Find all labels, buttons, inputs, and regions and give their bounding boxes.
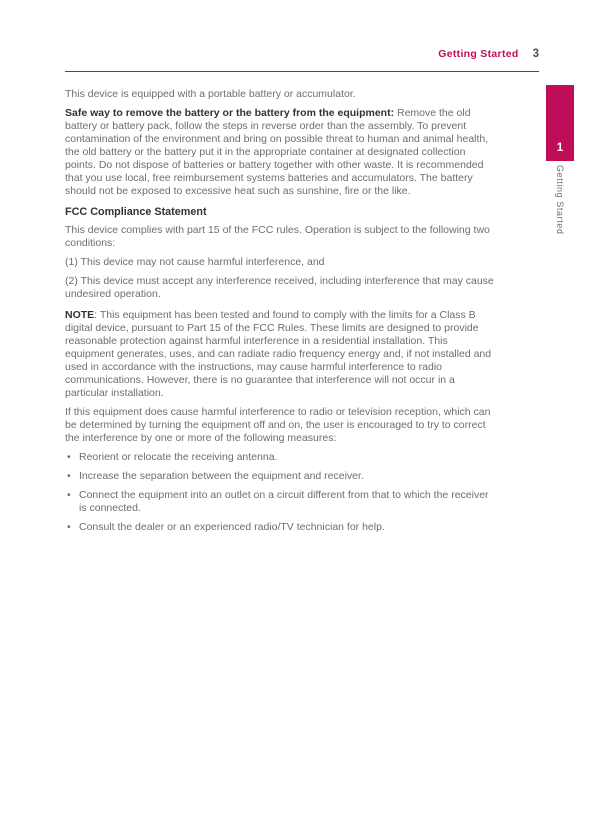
bullet-icon: •	[67, 470, 71, 482]
paragraph-fcc-conditions	[65, 224, 497, 250]
section-heading-fcc: FCC Compliance Statement	[65, 206, 207, 218]
list-item-text: Increase the separation between the equipment and receiver.	[79, 470, 364, 482]
list-item-text: Reorient or relocate the receiving antenna.	[79, 451, 278, 463]
header-section-label: Getting Started	[438, 48, 519, 60]
list-item	[65, 470, 497, 483]
page-number: 3	[532, 48, 539, 60]
page-header	[65, 44, 539, 72]
chapter-tab	[546, 85, 574, 161]
note-label: NOTE	[65, 309, 95, 321]
paragraph-text: If this equipment does cause harmful interference to radio or television reception, which can be determined by turning the equipment off and on, the user is encouraged to try to correct the interference by one or more of the following measures:	[65, 406, 491, 444]
chapter-number: 1	[556, 142, 564, 154]
paragraph-text: (1) This device may not cause harmful interference, and	[65, 256, 325, 268]
paragraph-lead-bold: Safe way to remove the battery or the battery from the equipment:	[65, 107, 397, 119]
paragraph-text: This device is equipped with a portable battery or accumulator.	[65, 88, 356, 100]
list-item	[65, 489, 497, 515]
list-item	[65, 521, 497, 534]
list-item	[65, 451, 497, 464]
paragraph-condition-2	[65, 275, 497, 301]
paragraph-condition-1	[65, 256, 497, 269]
bullet-icon: •	[67, 521, 71, 533]
paragraph-text: (2) This device must accept any interference received, including interference that may cause undesired operation.	[65, 275, 494, 300]
list-item-text: Connect the equipment into an outlet on a circuit different from that to which the receiver is connected.	[79, 489, 489, 514]
list-item-text: Consult the dealer or an experienced radio/TV technician for help.	[79, 521, 385, 533]
paragraph-battery-intro	[65, 88, 497, 101]
chapter-label-wrap	[546, 165, 574, 235]
bullet-icon: •	[67, 489, 71, 501]
paragraph-note	[65, 309, 497, 400]
bullet-icon: •	[67, 451, 71, 463]
chapter-tab-label: Getting Started	[555, 165, 565, 235]
paragraph-text: Remove the old battery or battery pack, follow the steps in reverse order than the assembly. To prevent contamination of the environment and bring on possible threat to human and animal health, the old battery or the battery put it in the appropriate container at designated collection points. Do not dispose of batteries or battery together with other waste. It is recommended that you use local, free reimbursement systems batteries and accumulators. The battery should not be exposed to excessive heat such as sunshine, fire or the like.	[65, 107, 489, 197]
paragraph-battery-removal	[65, 107, 497, 198]
paragraph-interference-fix	[65, 406, 497, 445]
measures-list	[65, 451, 497, 534]
body-text-column	[65, 88, 497, 540]
paragraph-text: : This equipment has been tested and found to comply with the limits for a Class B digital device, pursuant to Part 15 of the FCC Rules. These limits are designed to provide reasonable protection against harmful interference in a residential installation. This equipment generates, uses, and can radiate radio frequency energy and, if not installed and used in accordance with the instructions, may cause harmful interference to radio communications. However, there is no guarantee that interference will not occur in a particular installation.	[65, 309, 492, 399]
paragraph-text: This device complies with part 15 of the FCC rules. Operation is subject to the following two conditions:	[65, 224, 490, 249]
